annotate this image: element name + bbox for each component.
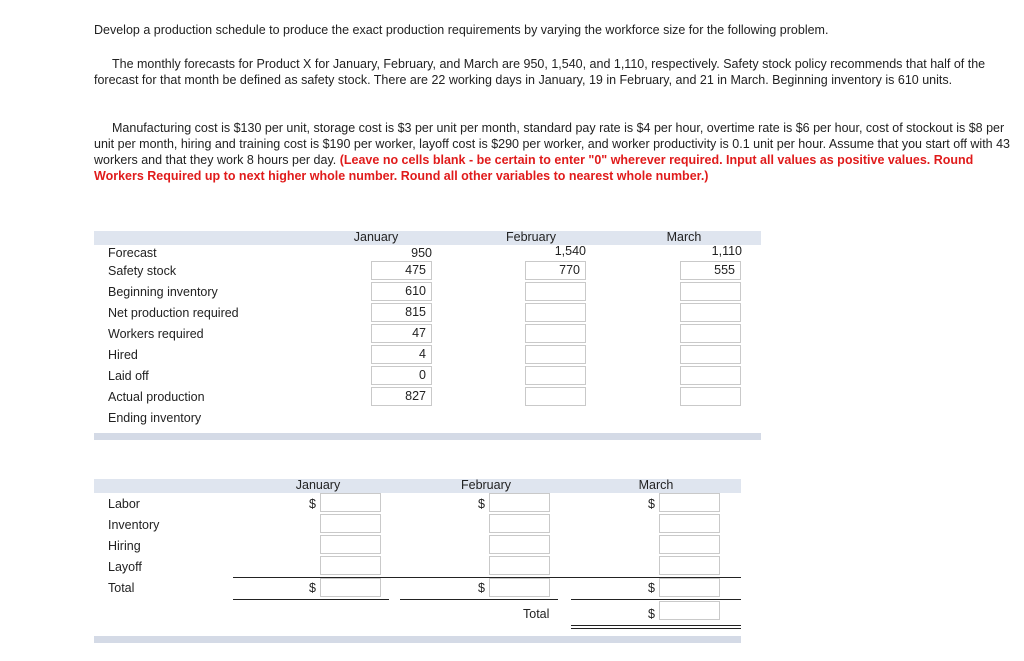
safety-stock-february[interactable]: 770: [525, 261, 586, 280]
row-label-actual-production: Actual production: [108, 390, 205, 404]
problem-paragraph-1: [94, 56, 1014, 88]
laid-off-march[interactable]: [680, 366, 741, 385]
laid-off-february[interactable]: [525, 366, 586, 385]
cost-footer-band: [94, 636, 741, 643]
actual-production-february[interactable]: [525, 387, 586, 406]
cost-col-january: January: [295, 478, 341, 492]
instruction-text: (Leave no cells blank - be certain to enter "0" wherever required. Input all values as positive values. Round Workers Required up to next higher whole number. Round all other variables to nearest whole number.): [94, 153, 974, 183]
layoff-cost-february[interactable]: [489, 556, 550, 575]
hiring-cost-january[interactable]: [320, 535, 381, 554]
inventory-cost-january[interactable]: [320, 514, 381, 533]
currency-symbol: $: [648, 607, 655, 621]
cost-label-labor: Labor: [108, 497, 140, 511]
currency-symbol: $: [648, 581, 655, 595]
forecast-january: 950: [411, 246, 432, 260]
grand-total-label: Total: [523, 607, 550, 621]
currency-symbol: $: [309, 497, 316, 511]
forecast-february: 1,540: [554, 244, 586, 258]
problem-paragraph-2: [94, 120, 1014, 184]
cost-label-hiring: Hiring: [108, 539, 141, 553]
total-cost-february[interactable]: [489, 578, 550, 597]
row-label-ending-inventory: Ending inventory: [108, 411, 202, 425]
row-label-safety-stock: Safety stock: [108, 264, 177, 278]
layoff-cost-january[interactable]: [320, 556, 381, 575]
problem-intro: Develop a production schedule to produce the exact production requirements by varying the workforce size for the following problem.: [94, 23, 829, 37]
cost-label-inventory: Inventory: [108, 518, 160, 532]
beginning-inventory-february[interactable]: [525, 282, 586, 301]
row-label-forecast: Forecast: [108, 246, 157, 260]
schedule-col-march: March: [666, 230, 702, 244]
hiring-cost-march[interactable]: [659, 535, 720, 554]
paragraph-1-text: The monthly forecasts for Product X for January, February, and March are 950, 1,540, and 1,110, respectively. Safety stock policy recommends that half of the forecast for that month be defined as safety stock. There are 22 working days in January, 19 in February, and 21 in March. Beginning inventory is 610 units.: [94, 57, 986, 87]
schedule-col-february: February: [505, 230, 557, 244]
row-label-laid-off: Laid off: [108, 369, 149, 383]
grand-total-rule-2: [571, 628, 741, 629]
beginning-inventory-march[interactable]: [680, 282, 741, 301]
workers-required-january[interactable]: 47: [371, 324, 432, 343]
schedule-footer-band: [94, 433, 761, 440]
total-cost-january[interactable]: [320, 578, 381, 597]
hired-february[interactable]: [525, 345, 586, 364]
currency-symbol: $: [648, 497, 655, 511]
inventory-cost-march[interactable]: [659, 514, 720, 533]
workers-required-march[interactable]: [680, 324, 741, 343]
total-cost-march[interactable]: [659, 578, 720, 597]
schedule-col-january: January: [353, 230, 399, 244]
net-production-march[interactable]: [680, 303, 741, 322]
total-rule-march: [571, 599, 741, 600]
currency-symbol: $: [309, 581, 316, 595]
beginning-inventory-january[interactable]: 610: [371, 282, 432, 301]
layoff-cost-march[interactable]: [659, 556, 720, 575]
cost-col-february: February: [460, 478, 512, 492]
row-label-net-production: Net production required: [108, 306, 239, 320]
net-production-february[interactable]: [525, 303, 586, 322]
currency-symbol: $: [478, 581, 485, 595]
grand-total-cost[interactable]: [659, 601, 720, 620]
safety-stock-january[interactable]: 475: [371, 261, 432, 280]
actual-production-march[interactable]: [680, 387, 741, 406]
hired-january[interactable]: 4: [371, 345, 432, 364]
forecast-march: 1,110: [711, 244, 742, 258]
row-label-workers-required: Workers required: [108, 327, 204, 341]
row-label-hired: Hired: [108, 348, 138, 362]
labor-cost-january[interactable]: [320, 493, 381, 512]
safety-stock-march[interactable]: 555: [680, 261, 741, 280]
row-label-beginning-inventory: Beginning inventory: [108, 285, 218, 299]
labor-cost-march[interactable]: [659, 493, 720, 512]
labor-cost-february[interactable]: [489, 493, 550, 512]
grand-total-rule-1: [571, 625, 741, 626]
total-rule-january: [233, 599, 389, 600]
workers-required-february[interactable]: [525, 324, 586, 343]
cost-label-total: Total: [108, 581, 135, 595]
laid-off-january[interactable]: 0: [371, 366, 432, 385]
net-production-january[interactable]: 815: [371, 303, 432, 322]
currency-symbol: $: [478, 497, 485, 511]
inventory-cost-february[interactable]: [489, 514, 550, 533]
cost-col-march: March: [638, 478, 674, 492]
cost-label-layoff: Layoff: [108, 560, 142, 574]
actual-production-january[interactable]: 827: [371, 387, 432, 406]
hired-march[interactable]: [680, 345, 741, 364]
hiring-cost-february[interactable]: [489, 535, 550, 554]
paragraph-2-text: Manufacturing cost is $130 per unit, storage cost is $3 per unit per month, standard pay rate is $4 per hour, overtime rate is $6 per hour, cost of stockout is $8 per unit per month, hiring and training cost is $190 per worker, layoff cost is $290 per worker, and worker productivity is 0.1 unit per hour. Assume that you start off with 43 workers and that they work 8 hours per day.: [94, 121, 1010, 167]
total-rule-february: [400, 599, 558, 600]
